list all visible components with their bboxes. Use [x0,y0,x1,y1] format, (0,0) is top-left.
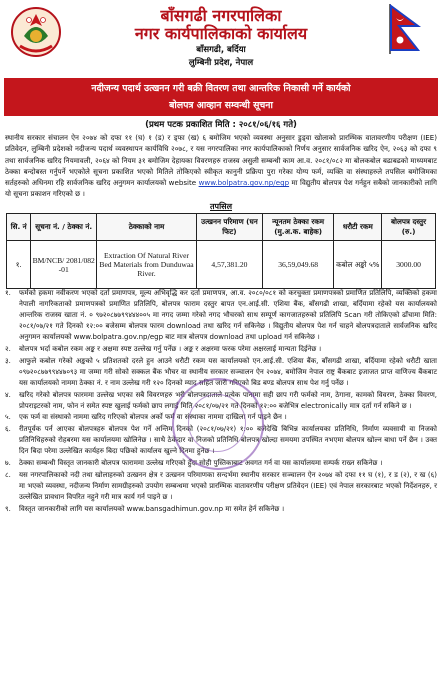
office-seal-stamp [172,378,264,470]
cell-quantity: 4,57,381.20 [197,241,263,289]
term-number: ३. [5,356,11,365]
list-item [5,470,437,503]
col-header-sn: सि. नं [7,214,31,241]
cell-name: Extraction Of Natural River Bed Materials from Dunduwaa River. [97,241,197,289]
col-header-min-amount: न्यूनतम ठेक्का रकम (मु.अ.क. बाहेक) [262,214,334,241]
term-number: १. [5,289,11,297]
term-text: रीतपूर्वक पर्न आएका बोलपत्रहरु बोलपत्र पेश गर्ने अन्तिम दिनको (२०८१/०७/२१) १:०० बजेदेखि बिभिन्न कार्यालयका प्रतिनिधि, निर्माण व्यवसायी वा निजको प्रतिनिधिहरुको रोहबरमा यस कार्यालयमा खोलिनेछ । साथै ठेकेदार वा निजको प्रतिनिधि बोलपत्र खोल्दा समयमा उपस्थित नभएमा बोलपत्र खोल्न बाधा पर्ने छैन । उक्त दिन बिदा परेमा उल्लेखित कार्यहरु बिदा पछिको कार्यालय खुल्ने दिनमा हुनेछ । [19,425,437,456]
term-text: फर्मको हकमा नवीकरण भएको दर्ता प्रमाणपत्र, मूल्य अभिवृद्धि कर दर्ता प्रमाणपत्र, आ.व. २०८०/०८१ को करचुक्ता प्रमाणपत्रको प्रमाणित प्रतिलिपि, व्यक्तिको हकमा नेपाली नागरिकताको प्रमाणपत्रको प्रमाणित प्रतिलिपि, बोलपत्र फाराम दस्तुर बापत एन.आई.सी. एशिया बैंक, बाँसगढी शाखा, बर्दियामा रहेको यस कार्यालयको आन्तरिक राजस्व खाता नं. ० ९७२०८७७९९४४४००५ मा नगद जम्मा गरेको नगद भौचरको साथ सम्पूर्ण कागजातहरुको प्रतिलिपि Scan गरी तोकिएको ढाँचामा मिति: २०८१/०७/२१ गते दिनको १२:०० बजेसम्म बोलपत्र फारम download तथा खरिद गर्न सकिनेछ । विद्युतीय बोलपत्र पेश गर्न चाहने बोलपत्रदाताले सार्वजनिक खरिद अनुगमन कार्यालयको www.bolpatra.gov.np/egp बाट मात्र बोलपत्र download तथा upload गर्न सकिनेछ । [19,289,437,342]
notice-title-line2: बोलपत्र आव्हान सम्वन्धी सूचना [169,100,273,111]
term-number: २. [5,345,11,354]
term-text: बोलपत्र भर्दा कबोल रकम अङ्क र अक्षमा स्पष्ट उल्लेख गर्नु पर्नेछ । अङ्क र अक्षरमा फरक परेमा अक्षरलाई मान्यता दिईनेछ । [19,345,322,354]
cell-fee: 3000.00 [382,241,436,289]
cell-notice: BM/NCB/ 2081/082 -01 [31,241,97,289]
table-row [7,241,436,289]
col-header-quantity: उत्खनन परिमाण (घन फिट) [197,214,263,241]
nepal-flag-icon [388,4,422,54]
list-item [5,288,437,343]
term-number: ९. [5,504,11,513]
list-item [5,344,437,355]
letterhead [0,0,442,78]
table-header-row [7,214,436,241]
publication-date: (प्रथम पटक प्रकाशित मिति : २०८१/०६/१६ गते) [145,120,297,130]
tender-details-table [6,213,436,289]
term-number: ४. [5,390,11,399]
municipality-name: बाँसगढी नगरपालिका [160,6,282,25]
intro-text: स्थानीय सरकार संचालन ऐन २०७४ को दफा ११ (घ) १ (ड) र ड्फा (ख) ६ बमोजिम भएको व्यवस्था अनुसार डुड्वा खोलाको प्रारम्भिक वातावरणीय परीक्षण (IEE) प्रतिवेदन, लुम्बिनी प्रदेशको नदीजन्य पदार्थ व्यवस्थापन कार्यविधि २०७८, र यस नगरपालिका नगर कार्यपालिकाको निर्णय अनुसार सार्वजनिक खरिद ऐन, २०६३ को दफा ९ तथा सार्वजनिक खरिद नियमावली, २०६४ को नियम ३१ बमोजिम देहायका विवरणहरु राजस्व असुली सम्बन्धी काम आ.व. २०८१/०८२ मा बोलकबोल बढाबढको माध्यमबाट ठेक्का बन्दोबस्त गर्नुपर्ने भएकोले सूचना प्रकाशित भएको मितिले तोकिएको स्वीकृत कानुनी प्रक्रिया पुरा गरेका योग्य फर्म, व्यक्ति वा संस्थाहरुले तपसिल बमोजिमका सर्तहरुको अधिनमा रहि सार्वजनिक खरिद अनुगमन कार्यालयको website [5,133,437,188]
col-header-fee: बोलपत्र दस्तुर (रु.) [382,214,436,241]
notice-title-line1: नदीजन्य पदार्थ उत्खनन गरी बक्री वितरण तथा आन्तरिक निकासी गर्ने कार्यको [91,83,351,94]
term-text: खरिद गरेको बोलपत्र फारममा उल्लेख भएका सबै विवरणहरु भरी बोलपत्रदाताले प्रत्येक पानामा सही छाप गरी फर्मको नाम, ठेगाना, कामको विवरण, ठेक्का विवरण, प्रोपराइटरको नाम, फोन नं समेत स्पष्ट खुलाई फर्मको छाप लगाई मिति २०८१/०७/२१ गते दिनको १२:०० बजेभित्र electronically मात्र दर्ता गर्न सकिने छ । [19,390,437,410]
office-location: बाँसगढी, बर्दिया [196,45,246,55]
term-number: ८. [5,470,11,479]
col-header-notice: सूचना नं. / ठेक्का नं. [31,214,97,241]
list-item [5,504,437,515]
col-header-name: ठेक्काको नाम [97,214,197,241]
cell-min-amount: 36,59,049.68 [262,241,334,289]
egp-link[interactable]: www.bolpatra.gov.np/egp [198,178,290,188]
term-text: ठेक्का सम्बन्धी विस्तृत जानकारी बोलपत्र फाराममा उल्लेख गरिएको हुँदा सोही पुस्तिकाबाट अवगत गर्न वा यस कार्यालयमा सम्पर्क राख्न सकिनेछ । [19,458,383,467]
table-title: तपसिल [209,202,232,211]
office-province: लुम्बिनी प्रदेश, नेपाल [188,58,254,68]
cell-sn: १. [7,241,31,289]
term-number: ७. [5,458,11,467]
term-text: यस नगरपालिकाको नदी तथा खोलाहरुको उत्खनन क्षेत्र र उत्खनन परिमाणका सन्दर्भमा स्थानीय सरकार सञ्चालन ऐन २०७४ को दफा ११ घ (१), र ड (२), र ख (६) मा भएको व्यवस्था, नदीजन्य निर्माण सामग्रीहरुको उपयोग सम्बन्धमा भएको प्रारम्भिक वातावरणीय परीक्षण प्रतिवेदन (IEE) एवं नेपाल सरकारबाट भएको निर्देशनहरु, र उल्लेखित प्रावधान विपरित नहुने गरी मात्र कार्य गर्न पाइने छ । [19,470,437,501]
term-text: आफुले कबोल गरेको अङ्कको ५ प्रतिशतको दरले हुन आउने धरौटी रकम यस कार्यालयको एन.आई.सी. एशिया बैंक, बाँसगढी शाखा, बर्दियामा रहेको धरौटी खाता ०९७२०८७७९९४४७०९३ मा जम्मा गरी सोको सक्कल बैंक भौचर वा स्थानीय सरकार सञ्चालन ऐन २०७४, बमोजिम नेपाल राष्ट्र बैंकबाट इजाजत प्राप्त वाणिज्य बैंकबाट यस कार्यालयको नाममा ठेक्का नं. र नाम उल्लेख गरी १२० दिनको म्याद सहित जारी गरिएको बिड बण्ड बोलपत्र साथ पेश गर्नु पर्नेछ । [19,356,437,387]
term-text: विस्तृत जानकारीको लागि यस कार्यालयको www.bansgadhimun.gov.np मा समेत हेर्न सकिनेछ । [19,504,285,513]
office-name: नगर कार्यपालिकाको कार्यालय [134,24,308,43]
cell-deposit: कबोल अङ्को ५% [334,241,382,289]
intro-text-end: मा विद्युतीय बोलपत्र पेश गर्नहुन सबैको जानकारीको लागि यो सूचना प्रकाशन गरिएको छ । [5,178,437,199]
seal-inner-ring [188,394,246,452]
col-header-deposit: धरौटी रकम [334,214,382,241]
intro-paragraph [5,132,437,200]
term-number: ६. [5,425,11,434]
term-number: ५. [5,413,11,422]
term-text: एक फर्म वा संस्थाको नाममा खरिद गरिएको बोलपत्र अर्को फर्म वा संस्थाका नाममा दाखिला गर्न पाइने छैन । [19,413,287,422]
notice-title-banner [4,78,438,116]
